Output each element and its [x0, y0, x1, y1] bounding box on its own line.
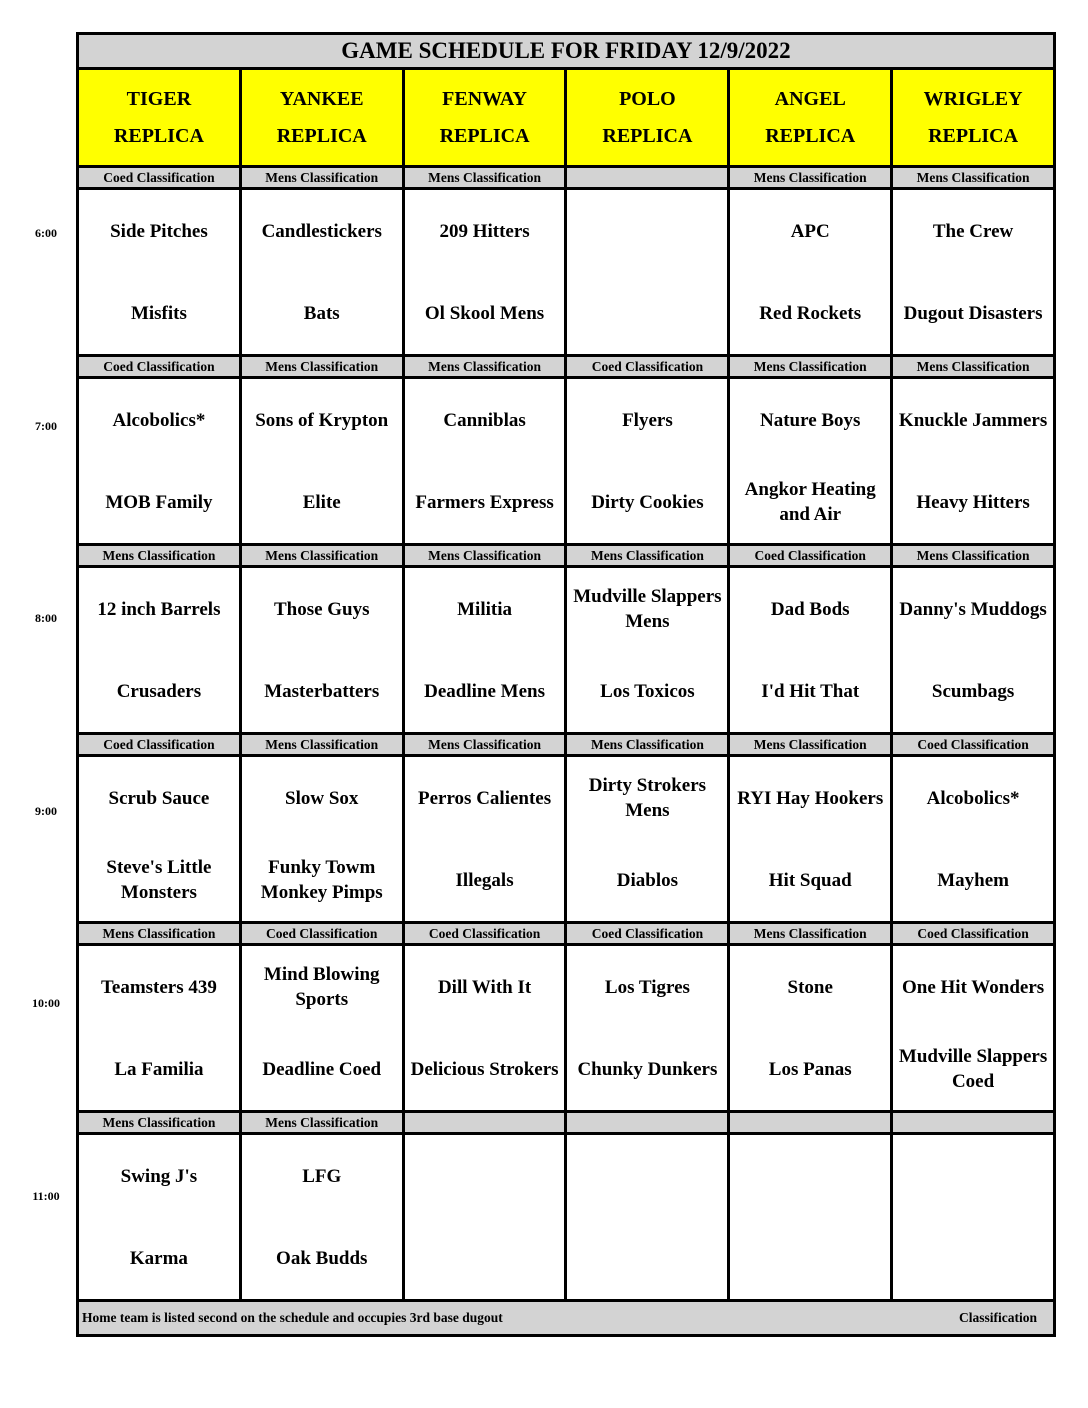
game-cell	[78, 1134, 241, 1301]
game-cell	[240, 567, 403, 734]
away-team: Swing J's	[120, 1165, 198, 1187]
game-cell	[729, 945, 892, 1112]
classification-cell: Mens Classification	[240, 356, 403, 378]
classification-cell: Mens Classification	[566, 545, 729, 567]
classification-row	[78, 1112, 1055, 1134]
home-team: Angkor Heating and Air	[744, 479, 876, 525]
away-team: Stone	[787, 976, 833, 998]
classification-cell: Mens Classification	[729, 167, 892, 189]
classification-row	[78, 545, 1055, 567]
game-cell	[566, 378, 729, 545]
away-team: Dirty Strokers Mens	[588, 775, 707, 821]
game-cell	[240, 1134, 403, 1301]
game-cell	[729, 378, 892, 545]
game-cell	[892, 756, 1055, 923]
game-cell	[566, 1134, 729, 1301]
game-cell	[403, 945, 566, 1112]
away-team: Mudville Slappers Mens	[573, 586, 722, 632]
away-team: Flyers	[622, 409, 673, 431]
time-label: 11:00	[32, 1188, 60, 1203]
game-cell	[403, 189, 566, 356]
away-team: Sons of Krypton	[255, 409, 389, 431]
game-cell	[729, 756, 892, 923]
field-name: YANKEE	[279, 87, 364, 110]
away-team: Dad Bods	[770, 598, 850, 620]
classification-cell: Coed Classification	[78, 167, 241, 189]
away-team	[567, 1135, 727, 1217]
game-cell	[240, 189, 403, 356]
classification-cell: Mens Classification	[403, 356, 566, 378]
field-header-polo	[566, 69, 729, 167]
away-team	[730, 1135, 890, 1217]
away-team: Los Tigres	[604, 976, 690, 998]
classification-cell: Mens Classification	[78, 923, 241, 945]
time-label: 6:00	[35, 226, 57, 240]
game-cell	[892, 945, 1055, 1112]
field-header-row	[78, 69, 1055, 167]
home-team: Elite	[302, 491, 341, 513]
field-type: REPLICA	[276, 124, 367, 147]
field-name: TIGER	[126, 87, 192, 110]
home-team: Misfits	[130, 302, 187, 324]
game-cell	[566, 567, 729, 734]
classification-cell: Mens Classification	[78, 545, 241, 567]
home-team	[893, 1217, 1053, 1299]
field-type: REPLICA	[928, 124, 1019, 147]
field-type: REPLICA	[439, 124, 530, 147]
classification-row	[78, 167, 1055, 189]
away-team: Teamsters 439	[100, 976, 217, 998]
classification-cell: Mens Classification	[240, 1112, 403, 1134]
classification-cell: Coed Classification	[892, 734, 1055, 756]
home-team: Crusaders	[116, 680, 202, 702]
game-cell	[403, 1134, 566, 1301]
game-cell	[729, 567, 892, 734]
home-team: Oak Budds	[276, 1247, 368, 1269]
game-cell	[566, 756, 729, 923]
field-header-wrigley	[892, 69, 1055, 167]
away-team: LFG	[302, 1165, 342, 1187]
home-team	[567, 272, 727, 354]
classification-cell	[566, 1112, 729, 1134]
away-team: 12 inch Barrels	[97, 598, 221, 620]
away-team: Nature Boys	[759, 409, 861, 431]
away-team	[893, 1135, 1053, 1217]
home-team	[567, 1217, 727, 1299]
footer-right: Classification	[958, 1310, 1037, 1325]
field-name: FENWAY	[442, 87, 527, 110]
home-team: Dugout Disasters	[903, 302, 1043, 324]
home-team: Deadline Mens	[424, 680, 545, 702]
classification-cell: Mens Classification	[240, 545, 403, 567]
away-team: Danny's Muddogs	[899, 598, 1047, 620]
classification-cell	[403, 1112, 566, 1134]
away-team: Alcobolics*	[112, 409, 206, 431]
time-label: 9:00	[35, 803, 57, 818]
home-team: Deadline Coed	[262, 1058, 382, 1080]
classification-cell: Mens Classification	[892, 545, 1055, 567]
home-team: MOB Family	[105, 491, 213, 513]
game-cell	[566, 945, 729, 1112]
field-name: WRIGLEY	[923, 87, 1023, 110]
classification-cell: Mens Classification	[566, 734, 729, 756]
home-team: Mudville Slappers Coed	[898, 1046, 1048, 1092]
away-team: 209 Hitters	[439, 220, 530, 242]
game-row	[78, 189, 1055, 356]
game-row	[78, 945, 1055, 1112]
classification-cell	[892, 1112, 1055, 1134]
field-type: REPLICA	[113, 124, 204, 147]
home-team: Red Rockets	[759, 302, 862, 324]
game-cell	[566, 189, 729, 356]
home-team: Masterbatters	[264, 680, 380, 702]
home-team: Chunky Dunkers	[577, 1058, 718, 1080]
game-cell	[240, 378, 403, 545]
classification-cell: Mens Classification	[403, 734, 566, 756]
away-team: RYI Hay Hookers	[737, 787, 884, 809]
home-team: Steve's Little Monsters	[106, 857, 212, 903]
home-team: Ol Skool Mens	[424, 302, 545, 324]
classification-cell: Coed Classification	[566, 923, 729, 945]
away-team: Perros Calientes	[418, 787, 552, 809]
away-team: Alcobolics*	[926, 787, 1020, 809]
away-team	[405, 1135, 565, 1217]
classification-cell: Coed Classification	[892, 923, 1055, 945]
home-team: Mayhem	[937, 869, 1009, 891]
classification-cell: Mens Classification	[403, 167, 566, 189]
field-header-angel	[729, 69, 892, 167]
game-cell	[729, 189, 892, 356]
classification-cell: Mens Classification	[78, 1112, 241, 1134]
home-team: La Familia	[114, 1058, 204, 1080]
classification-cell: Mens Classification	[892, 356, 1055, 378]
game-cell	[78, 945, 241, 1112]
game-cell	[78, 189, 241, 356]
game-row	[78, 1134, 1055, 1301]
away-team: Canniblas	[443, 409, 526, 431]
classification-cell: Coed Classification	[729, 545, 892, 567]
field-name: POLO	[619, 87, 676, 110]
footer	[78, 1301, 1055, 1336]
field-header-fenway	[403, 69, 566, 167]
classification-row	[78, 734, 1055, 756]
away-team: Candlestickers	[261, 220, 382, 242]
game-cell	[892, 567, 1055, 734]
home-team: Karma	[129, 1247, 188, 1269]
game-cell	[240, 945, 403, 1112]
away-team: Knuckle Jammers	[898, 409, 1048, 431]
classification-cell	[566, 167, 729, 189]
game-row	[78, 756, 1055, 923]
home-team: Dirty Cookies	[591, 491, 704, 513]
classification-cell: Mens Classification	[729, 734, 892, 756]
away-team: Side Pitches	[110, 220, 208, 242]
away-team: One Hit Wonders	[901, 976, 1045, 998]
home-team: Scumbags	[931, 680, 1015, 702]
game-cell	[78, 756, 241, 923]
time-label: 10:00	[32, 996, 60, 1010]
home-team: Hit Squad	[768, 869, 852, 891]
field-type: REPLICA	[602, 124, 693, 147]
home-team: Bats	[303, 302, 340, 324]
game-cell	[240, 756, 403, 923]
game-cell	[892, 1134, 1055, 1301]
game-row	[78, 378, 1055, 545]
home-team	[405, 1217, 565, 1299]
field-name: ANGEL	[774, 87, 846, 110]
classification-cell: Mens Classification	[729, 923, 892, 945]
home-team: Los Panas	[768, 1058, 852, 1080]
home-team: Farmers Express	[415, 491, 554, 513]
game-cell	[892, 189, 1055, 356]
time-label: 8:00	[35, 611, 57, 625]
away-team	[567, 190, 727, 272]
game-cell	[78, 378, 241, 545]
classification-cell: Coed Classification	[78, 734, 241, 756]
field-header-tiger	[78, 69, 241, 167]
home-team: Illegals	[455, 869, 514, 891]
home-team: Heavy Hitters	[916, 491, 1030, 513]
away-team: Dill With It	[437, 976, 532, 998]
game-cell	[892, 378, 1055, 545]
classification-cell	[729, 1112, 892, 1134]
game-cell	[78, 567, 241, 734]
classification-cell: Mens Classification	[729, 356, 892, 378]
game-row	[78, 567, 1055, 734]
schedule-table	[76, 32, 1056, 1337]
footer-note: Home team is listed second on the schedule and occupies 3rd base dugout	[82, 1310, 503, 1325]
classification-cell: Mens Classification	[892, 167, 1055, 189]
away-team: The Crew	[932, 220, 1014, 242]
home-team	[730, 1217, 890, 1299]
away-team: Mind Blowing Sports	[263, 964, 380, 1010]
classification-cell: Coed Classification	[78, 356, 241, 378]
away-team: APC	[790, 220, 830, 242]
away-team: Scrub Sauce	[108, 787, 210, 809]
classification-cell: Mens Classification	[240, 734, 403, 756]
page-title: GAME SCHEDULE FOR FRIDAY 12/9/2022	[78, 34, 1055, 69]
home-team: Delicious Strokers	[410, 1058, 559, 1080]
classification-cell: Mens Classification	[403, 545, 566, 567]
away-team: Those Guys	[273, 598, 370, 620]
time-label: 7:00	[35, 418, 57, 433]
home-team: I'd Hit That	[761, 680, 860, 702]
game-cell	[403, 567, 566, 734]
home-team: Funky Towm Monkey Pimps	[260, 857, 383, 903]
home-team: Diablos	[616, 869, 679, 891]
away-team: Slow Sox	[285, 787, 359, 809]
away-team: Militia	[457, 598, 513, 620]
game-cell	[729, 1134, 892, 1301]
classification-cell: Mens Classification	[240, 167, 403, 189]
classification-cell: Coed Classification	[566, 356, 729, 378]
home-team: Los Toxicos	[600, 680, 695, 702]
classification-row	[78, 923, 1055, 945]
classification-cell: Coed Classification	[403, 923, 566, 945]
field-header-yankee	[240, 69, 403, 167]
game-cell	[403, 756, 566, 923]
game-cell	[403, 378, 566, 545]
classification-row	[78, 356, 1055, 378]
field-type: REPLICA	[765, 124, 856, 147]
classification-cell: Coed Classification	[240, 923, 403, 945]
